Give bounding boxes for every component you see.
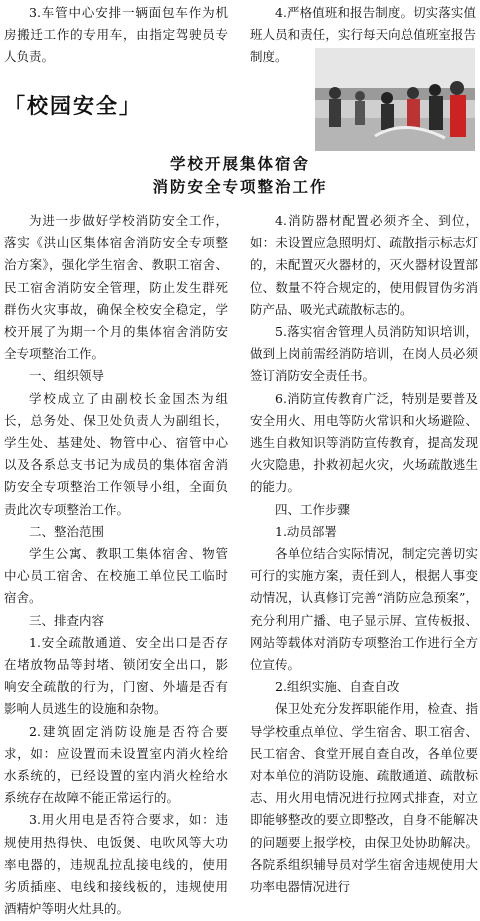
paragraph: 各单位结合实际情况，制定完善切实可行的实施方案，责任到人，根据人事变动情况，认真修订完善“消防应急预案”，充分利用广播、电子显示屏、宣传板报、网站等载体对消防专项整治工作进行全方位宣传。 — [250, 546, 478, 673]
section-heading: 三、排查内容 — [29, 612, 105, 628]
paragraph: 6.消防宣传教育广泛，特别是要普及安全用火、用电等防火常识和火场避险、逃生自救知识等消防宣传教育，提高发现火灾隐患，扑救初起火灾，火场疏散逃生的能力。 — [250, 390, 478, 495]
section-tag: 「校园安全」 — [4, 94, 142, 118]
article-left-column — [4, 210, 228, 921]
section-heading: 四、工作步骤 — [275, 501, 351, 517]
paragraph: 3.用火用电是否符合要求，如：违规使用热得快、电饭煲、电吹风等大功率电器的，违规乱拉乱接电线的，使用劣质插座、电线和接线板的，违规使用酒精炉等明火灶具的。 — [4, 812, 228, 917]
paragraph: 学生公寓、教职工集体宿舍、物管中心员工宿舍、在校施工单位民工临时宿舍。 — [4, 546, 228, 606]
paragraph: 3.车管中心安排一辆面包车作为机房搬迁工作的专用车，由指定驾驶员专人负责。 — [4, 5, 228, 65]
article-title-line2: 消防安全专项整治工作 — [152, 178, 328, 196]
paragraph: 4.严格值班和报告制度。切实落实值班人员和责任，实行每天向总值班室报告制度。 — [250, 5, 476, 65]
section-heading: 二、整治范围 — [29, 523, 105, 539]
paragraph: 5.落实宿舍管理人员消防知识培训，做到上岗前需经消防培训，在岗人员必须签订消防安全责任书。 — [250, 324, 478, 384]
paragraph: 2.建筑固定消防设施是否符合要求，如：应设置而未设置室内消火栓给水系统的，已经设置的室内消火栓给水系统存在故障不能正常运行的。 — [4, 723, 228, 806]
top-left-text — [4, 2, 228, 69]
photo-illustration — [315, 48, 475, 151]
article-right-column — [250, 210, 478, 898]
paragraph: 为进一步做好学校消防安全工作，落实《洪山区集体宿舍消防安全专项整治方案》，强化学生宿舍、教职工宿舍、民工宿舍消防安全管理，防止发生群死群伤火灾事故，确保全校安全稳定，学校开展了为期一个月的集体宿舍消防安全专项整治工作。 — [4, 213, 228, 362]
fire-drill-photo — [315, 48, 475, 151]
section-heading: 一、组织领导 — [29, 368, 105, 384]
section-heading: 1.动员部署 — [275, 523, 337, 539]
article-title-line1: 学校开展集体宿舍 — [169, 155, 310, 173]
article-title — [0, 153, 480, 199]
section-heading: 2.组织实施、自查自改 — [275, 679, 400, 695]
paragraph: 1.安全疏散通道、安全出口是否存在堵放物品等封堵、锁闭安全出口，影响安全疏散的行为，门窗、外墙是否有影响人员逃生的设施和杂物。 — [4, 634, 228, 717]
paragraph: 4.消防器材配置必须齐全、到位，如：未设置应急照明灯、疏散指示标志灯的，未配置灭火器材的，灭火器材设置部位、数量不符合规定的，使用假冒伪劣消防产品、吸光式疏散标志的。 — [250, 213, 478, 317]
paragraph: 保卫处充分发挥职能作用，检查、指导学校重点单位、学生宿舍、职工宿舍、民工宿舍、食堂开展自查自改，各单位要对本单位的消防设施、疏散通道、疏散标志、用火用电情况进行拉网式排查，对立即能够整改的要立即整改，自身不能解决的问题要上报学校，由保卫处协助解决。各院系组织辅导员对学生宿舍违规使用大功率电器情况进行 — [250, 701, 478, 895]
paragraph: 学校成立了由副校长金国杰为组长，总务处、保卫处负责人为副组长，学生处、基建处、物管中心、宿管中心以及各系总支书记为成员的集体宿舍消防安全专项整治工作领导小组，全面负责此次专项整治工作。 — [4, 390, 228, 517]
